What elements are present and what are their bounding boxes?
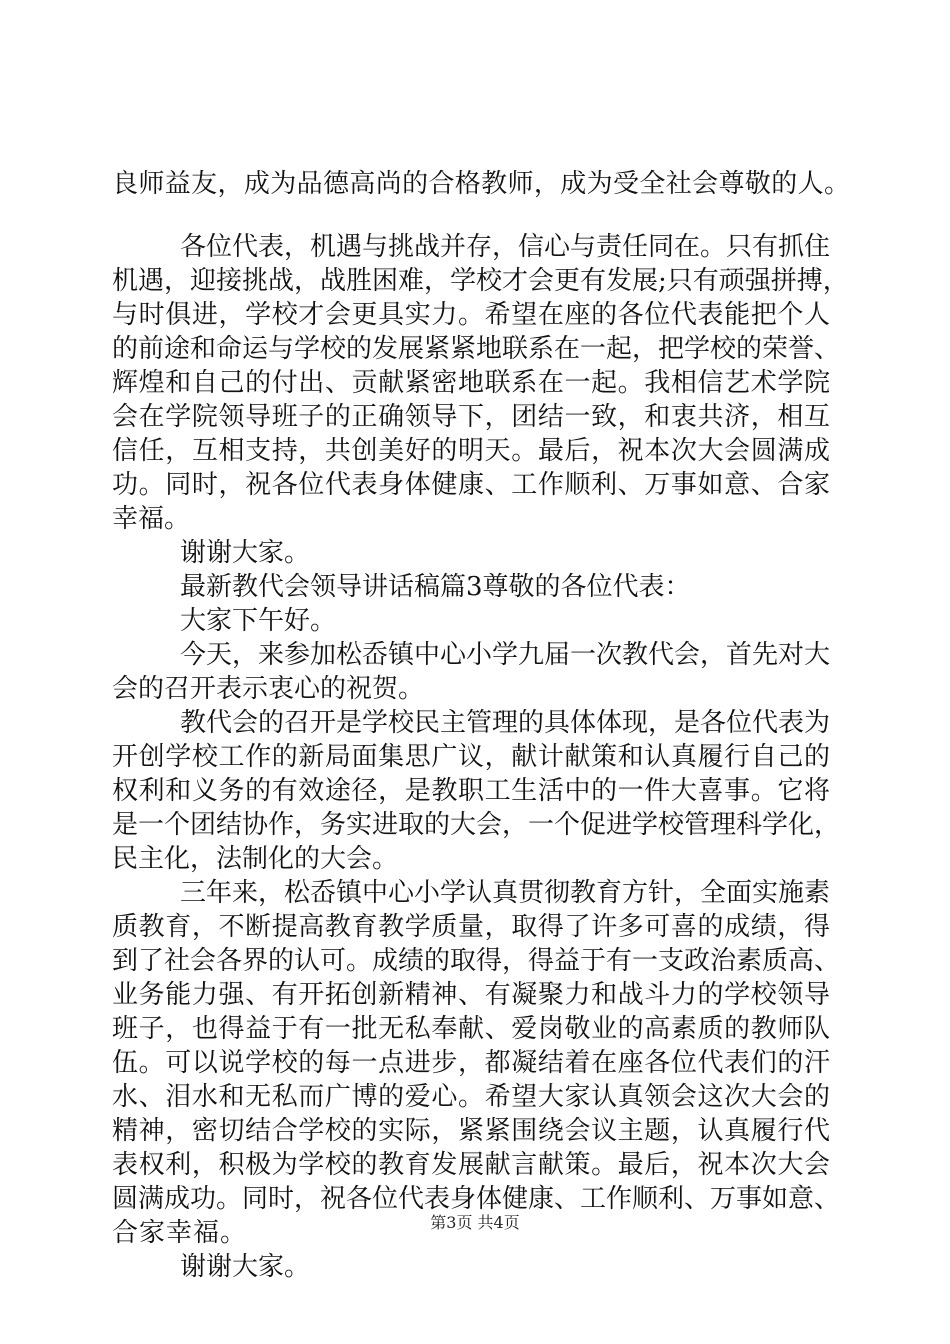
text-line: [0, 569, 950, 605]
line-text: 圆满成功。同时，祝各位代表身体健康、工作顺利、万事如意、: [112, 1184, 841, 1214]
line-text: 班子，也得益于有一批无私奉献、爱岗敬业的高素质的教师队: [112, 1014, 830, 1044]
line-text: 权利和义务的有效途径，是教职工生活中的一件大喜事。它将: [112, 776, 830, 806]
line-text: 今天，来参加松岙镇中心小学九届一次教代会，首先对大: [180, 640, 831, 670]
text-line: [0, 1249, 950, 1285]
line-text: 辉煌和自己的付出、贡献紧密地联系在一起。我相信艺术学院: [112, 368, 830, 398]
line-text: 信任，互相支持，共创美好的明天。最后，祝本次大会圆满成: [112, 436, 830, 466]
text-line: [0, 297, 950, 333]
line-text: 会的召开表示衷心的祝贺。: [112, 674, 425, 704]
text-line: [0, 671, 950, 707]
line-text: 民主化，法制化的大会。: [112, 844, 399, 874]
text-line: [0, 773, 950, 809]
text-line: [0, 841, 950, 877]
text-line: [0, 501, 950, 537]
line-text: 业务能力强、有开拓创新精神、有凝聚力和战斗力的学校领导: [112, 980, 830, 1010]
line-text: 三年来，松岙镇中心小学认真贯彻教育方针，全面实施素: [180, 878, 831, 908]
line-text: 教代会的召开是学校民主管理的具体体现，是各位代表为: [180, 708, 831, 738]
line-text: 各位代表，机遇与挑战并存，信心与责任同在。只有抓住: [180, 232, 831, 262]
text-line: [0, 1045, 950, 1081]
line-text: 谢谢大家。: [180, 538, 311, 568]
text-line: [0, 1113, 950, 1149]
line-text: 水、泪水和无私而广博的爱心。希望大家认真领会这次大会的: [112, 1082, 830, 1112]
text-line: [0, 1079, 950, 1115]
line-text: 表权利，积极为学校的教育发展献言献策。最后，祝本次大会: [112, 1150, 830, 1180]
text-line: [0, 166, 950, 202]
line-text: 精神，密切结合学校的实际，紧紧围绕会议主题，认真履行代: [112, 1116, 830, 1146]
line-text: 幸福。: [112, 504, 191, 534]
line-text: 会在学院领导班子的正确领导下，团结一致，和衷共济，相互: [112, 402, 830, 432]
line-text: 与时俱进，学校才会更具实力。希望在座的各位代表能把个人: [112, 300, 830, 330]
line-text: 谢谢大家。: [180, 1252, 311, 1282]
text-line: [0, 535, 950, 571]
line-text: 开创学校工作的新局面集思广议，献计献策和认真履行自己的: [112, 742, 830, 772]
text-line: [0, 637, 950, 673]
text-line: [0, 909, 950, 945]
text-line: [0, 705, 950, 741]
text-line: [0, 331, 950, 367]
text-line: [0, 603, 950, 639]
text-line: [0, 807, 950, 843]
text-line: [0, 875, 950, 911]
line-text: 机遇，迎接挑战，战胜困难，学校才会更有发展;只有顽强拼搏，: [112, 266, 849, 296]
text-line: [0, 1147, 950, 1183]
page-footer: 第3页 共4页: [430, 1213, 520, 1232]
text-line: [0, 365, 950, 401]
line-text: 良师益友，成为品德高尚的合格教师，成为受全社会尊敬的人。: [112, 169, 850, 199]
text-line: [0, 263, 950, 299]
line-text: 质教育，不断提高教育教学质量，取得了许多可喜的成绩，得: [112, 912, 830, 942]
text-line: [0, 433, 950, 469]
text-line: [0, 1011, 950, 1047]
line-text: 伍。可以说学校的每一点进步，都凝结着在座各位代表们的汗: [112, 1048, 830, 1078]
line-text: 合家幸福。: [112, 1218, 246, 1248]
text-line: [0, 467, 950, 503]
line-text: 是一个团结协作，务实进取的大会，一个促进学校管理科学化，: [112, 810, 841, 840]
text-line: [0, 739, 950, 775]
text-line: [0, 399, 950, 435]
text-line: [0, 943, 950, 979]
line-text: 大家下午好。: [180, 606, 337, 636]
line-text: 的前途和命运与学校的发展紧紧地联系在一起，把学校的荣誉、: [112, 334, 841, 364]
text-line: [0, 977, 950, 1013]
line-text: 到了社会各界的认可。成绩的取得，得益于有一支政治素质高、: [112, 946, 841, 976]
line-text: 最新教代会领导讲话稿篇3尊敬的各位代表：: [180, 572, 691, 602]
text-line: [0, 229, 950, 265]
line-text: 功。同时，祝各位代表身体健康、工作顺利、万事如意、合家: [112, 470, 830, 500]
